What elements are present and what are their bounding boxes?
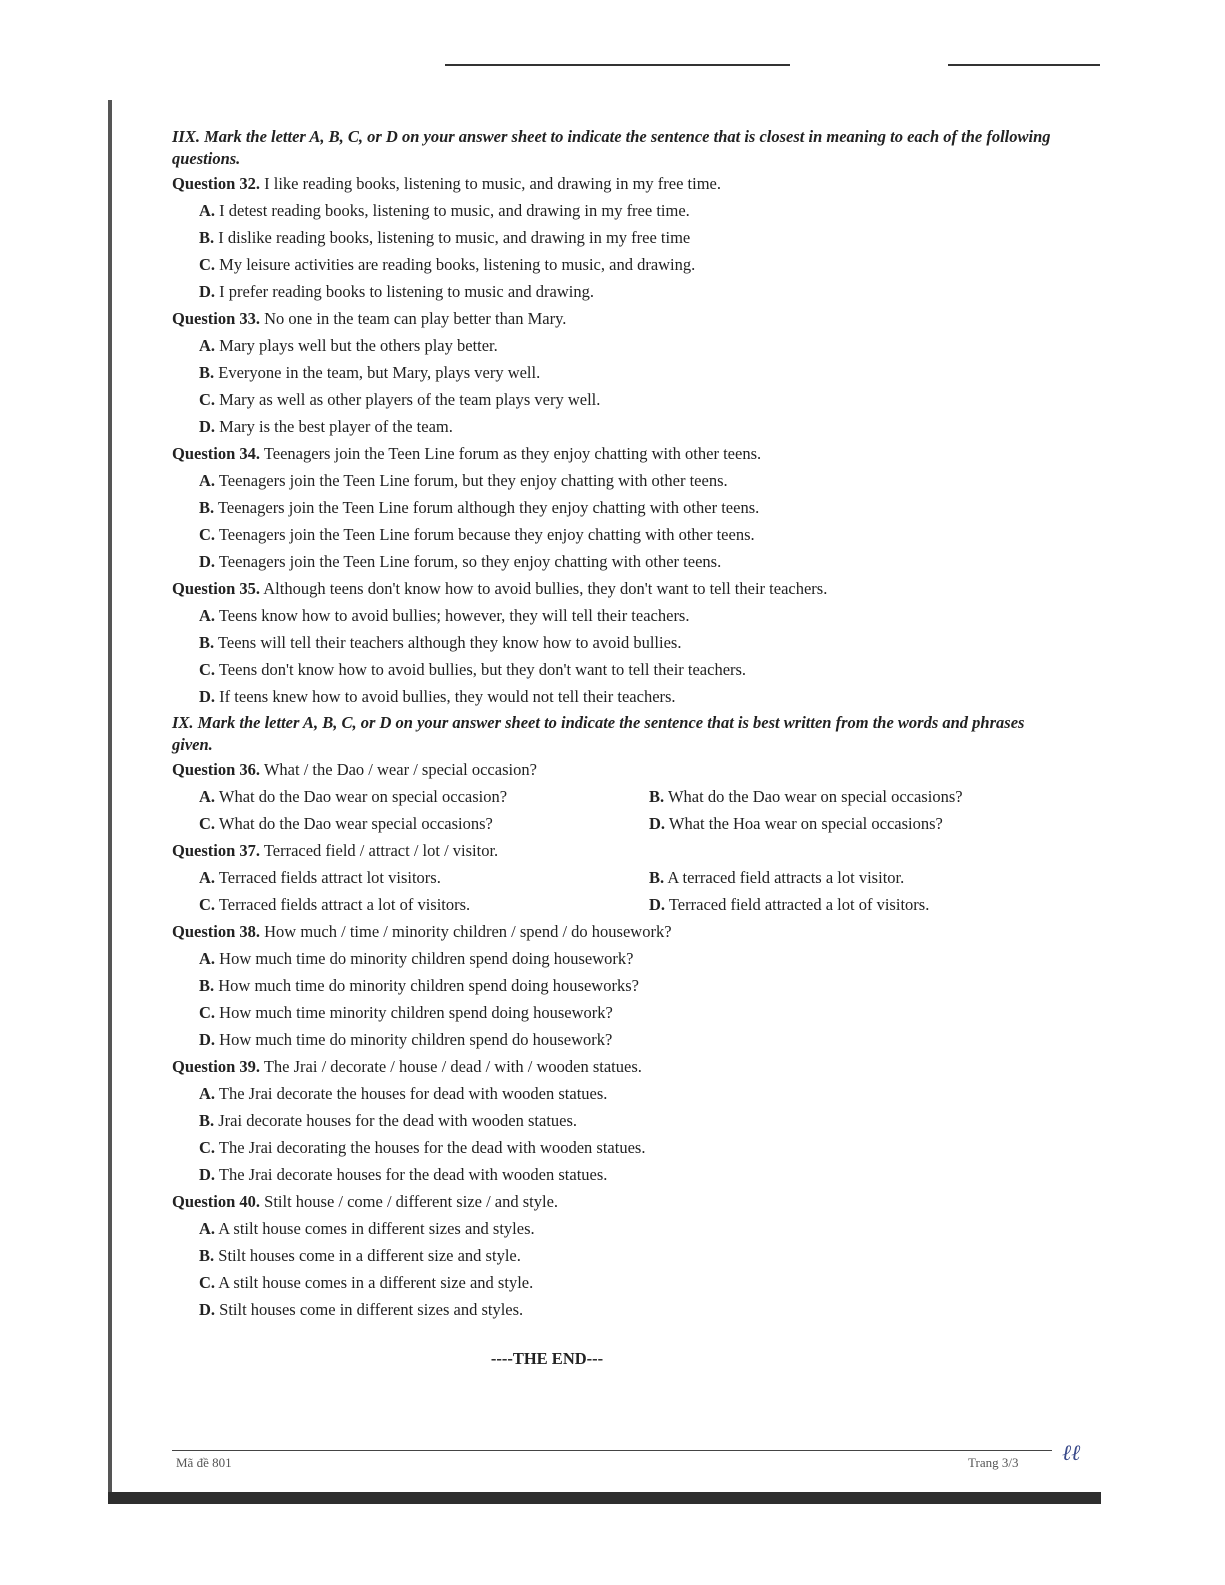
- option-text: What do the Dao wear on special occasion?: [218, 787, 508, 806]
- section-8-title: IIX. Mark the letter A, B, C, or D on your answer sheet to indicate the sentence that is closest in meaning to each of the following questions.: [172, 127, 1051, 168]
- option-letter: B.: [199, 1111, 215, 1130]
- q40-option-b: [172, 1242, 1062, 1269]
- option-letter: C.: [199, 1003, 216, 1022]
- q37-option-c: [199, 891, 649, 918]
- option-letter: B.: [199, 976, 215, 995]
- option-text: Teens will tell their teachers although they know how to avoid bullies.: [217, 633, 682, 652]
- section-8-questions: [172, 170, 1062, 710]
- question-37-text: Terraced field / attract / lot / visitor.: [263, 841, 499, 860]
- q38-option-b: [172, 972, 1062, 999]
- q32-option-d: [172, 278, 1062, 305]
- q39-option-d: [172, 1161, 1062, 1188]
- option-text: Mary as well as other players of the team plays very well.: [219, 390, 601, 409]
- q37-option-a: [199, 864, 649, 891]
- option-letter: C.: [199, 1273, 216, 1292]
- exam-code: Mã đề 801: [176, 1455, 232, 1470]
- option-text: The Jrai decorate the houses for dead with wooden statues.: [218, 1084, 608, 1103]
- q35-option-a: [172, 602, 1062, 629]
- question-38-label: Question 38.: [172, 922, 261, 941]
- question-40: [172, 1188, 1062, 1323]
- question-36-text: What / the Dao / wear / special occasion?: [263, 760, 537, 779]
- question-39-label: Question 39.: [172, 1057, 261, 1076]
- option-letter: A.: [199, 471, 216, 490]
- option-letter: C.: [199, 525, 216, 544]
- option-letter: C.: [199, 390, 216, 409]
- q39-option-b: [172, 1107, 1062, 1134]
- option-text: How much time minority children spend doing housework?: [219, 1003, 613, 1022]
- q36-option-c: [199, 810, 649, 837]
- option-text: Terraced field attracted a lot of visitors.: [668, 895, 930, 914]
- option-text: Terraced fields attract lot visitors.: [218, 868, 441, 887]
- handwritten-initial: ℓℓ: [1062, 1440, 1081, 1465]
- option-letter: A.: [199, 1219, 216, 1238]
- option-text: Mary is the best player of the team.: [219, 417, 453, 436]
- q33-option-d: [172, 413, 1062, 440]
- question-39: [172, 1053, 1062, 1188]
- question-33-label: Question 33.: [172, 309, 261, 328]
- option-letter: D.: [649, 895, 666, 914]
- option-text: How much time do minority children spend doing houseworks?: [218, 976, 639, 995]
- q39-option-a: [172, 1080, 1062, 1107]
- option-text: Everyone in the team, but Mary, plays very well.: [218, 363, 541, 382]
- scan-bottom-band: [108, 1492, 1101, 1504]
- option-letter: D.: [199, 1300, 216, 1319]
- q37-option-d: [649, 891, 1069, 918]
- option-letter: B.: [199, 498, 215, 517]
- question-33-text: No one in the team can play better than Mary.: [264, 309, 567, 328]
- option-letter: D.: [199, 687, 216, 706]
- option-letter: B.: [199, 1246, 215, 1265]
- question-34-label: Question 34.: [172, 444, 261, 463]
- option-text: Terraced fields attract a lot of visitors.: [218, 895, 471, 914]
- q35-option-b: [172, 629, 1062, 656]
- option-text: I detest reading books, listening to music, and drawing in my free time.: [219, 201, 690, 220]
- option-text: Stilt houses come in a different size and style.: [218, 1246, 521, 1265]
- option-text: A stilt house comes in different sizes and styles.: [218, 1219, 535, 1238]
- q40-option-c: [172, 1269, 1062, 1296]
- q39-option-c: [172, 1134, 1062, 1161]
- option-text: Jrai decorate houses for the dead with wooden statues.: [218, 1111, 578, 1130]
- q32-option-a: [172, 197, 1062, 224]
- question-32-text: I like reading books, listening to music, and drawing in my free time.: [264, 174, 722, 193]
- scan-left-edge: [108, 100, 112, 1500]
- option-letter: B.: [199, 633, 215, 652]
- question-36: [172, 756, 1062, 837]
- option-text: The Jrai decorate houses for the dead with wooden statues.: [218, 1165, 608, 1184]
- option-text: Teenagers join the Teen Line forum because they enjoy chatting with other teens.: [218, 525, 755, 544]
- question-40-label: Question 40.: [172, 1192, 261, 1211]
- q34-option-d: [172, 548, 1062, 575]
- q35-option-d: [172, 683, 1062, 710]
- option-text: How much time do minority children spend do housework?: [219, 1030, 613, 1049]
- option-text: How much time do minority children spend doing housework?: [219, 949, 634, 968]
- option-text: A stilt house comes in a different size and style.: [218, 1273, 534, 1292]
- q38-option-d: [172, 1026, 1062, 1053]
- option-text: I prefer reading books to listening to music and drawing.: [219, 282, 594, 301]
- option-letter: C.: [199, 814, 216, 833]
- question-32: [172, 170, 1062, 305]
- q40-option-d: [172, 1296, 1062, 1323]
- page-number: Trang 3/3: [968, 1455, 1019, 1470]
- option-letter: A.: [199, 606, 216, 625]
- q36-option-b: [649, 783, 1069, 810]
- q33-option-a: [172, 332, 1062, 359]
- option-letter: D.: [199, 552, 216, 571]
- option-text: Stilt houses come in different sizes and styles.: [219, 1300, 524, 1319]
- option-text: If teens knew how to avoid bullies, they would not tell their teachers.: [219, 687, 676, 706]
- option-text: Teens don't know how to avoid bullies, but they don't want to tell their teachers.: [218, 660, 747, 679]
- option-text: Teenagers join the Teen Line forum, so they enjoy chatting with other teens.: [218, 552, 722, 571]
- option-letter: D.: [199, 417, 216, 436]
- option-text: Teenagers join the Teen Line forum although they enjoy chatting with other teens.: [217, 498, 760, 517]
- option-text: Teenagers join the Teen Line forum, but they enjoy chatting with other teens.: [218, 471, 728, 490]
- q40-option-a: [172, 1215, 1062, 1242]
- option-text: What do the Dao wear on special occasions?: [667, 787, 963, 806]
- section-9-title: IX. Mark the letter A, B, C, or D on your answer sheet to indicate the sentence that is best written from the words and phrases given.: [172, 713, 1025, 754]
- q32-option-c: [172, 251, 1062, 278]
- option-text: The Jrai decorating the houses for the dead with wooden statues.: [218, 1138, 646, 1157]
- option-letter: A.: [199, 868, 216, 887]
- option-letter: B.: [199, 363, 215, 382]
- option-text: What the Hoa wear on special occasions?: [668, 814, 943, 833]
- question-38: [172, 918, 1062, 1053]
- option-text: My leisure activities are reading books, listening to music, and drawing.: [219, 255, 696, 274]
- q38-option-c: [172, 999, 1062, 1026]
- question-34: [172, 440, 1062, 575]
- option-letter: D.: [199, 1165, 216, 1184]
- question-35-label: Question 35.: [172, 579, 261, 598]
- q37-option-b: [649, 864, 1069, 891]
- option-letter: A.: [199, 949, 216, 968]
- q36-option-d: [649, 810, 1069, 837]
- option-letter: A.: [199, 1084, 216, 1103]
- option-letter: B.: [649, 787, 665, 806]
- footer-divider: [172, 1450, 1052, 1451]
- option-text: What do the Dao wear special occasions?: [218, 814, 493, 833]
- question-37: [172, 837, 1062, 918]
- exam-page-content: [172, 126, 1062, 1369]
- question-33: [172, 305, 1062, 440]
- option-letter: D.: [649, 814, 666, 833]
- q34-option-b: [172, 494, 1062, 521]
- question-32-label: Question 32.: [172, 174, 261, 193]
- option-letter: C.: [199, 660, 216, 679]
- option-text: Mary plays well but the others play better.: [219, 336, 498, 355]
- option-letter: B.: [649, 868, 665, 887]
- option-letter: D.: [199, 1030, 216, 1049]
- question-40-text: Stilt house / come / different size / and style.: [264, 1192, 559, 1211]
- option-letter: C.: [199, 895, 216, 914]
- question-37-label: Question 37.: [172, 841, 261, 860]
- q33-option-c: [172, 386, 1062, 413]
- scan-top-line-1: [445, 64, 790, 66]
- q35-option-c: [172, 656, 1062, 683]
- scan-top-line-2: [948, 64, 1100, 66]
- option-letter: B.: [199, 228, 215, 247]
- option-text: A terraced field attracts a lot visitor.: [667, 868, 905, 887]
- q33-option-b: [172, 359, 1062, 386]
- q34-option-a: [172, 467, 1062, 494]
- option-text: I dislike reading books, listening to music, and drawing in my free time: [218, 228, 691, 247]
- the-end-marker: ----THE END---: [490, 1349, 604, 1368]
- q34-option-c: [172, 521, 1062, 548]
- question-38-text: How much / time / minority children / spend / do housework?: [264, 922, 672, 941]
- option-letter: A.: [199, 336, 216, 355]
- option-letter: D.: [199, 282, 216, 301]
- q38-option-a: [172, 945, 1062, 972]
- question-36-label: Question 36.: [172, 760, 261, 779]
- question-34-text: Teenagers join the Teen Line forum as they enjoy chatting with other teens.: [263, 444, 762, 463]
- option-letter: A.: [199, 787, 216, 806]
- question-39-text: The Jrai / decorate / house / dead / with / wooden statues.: [263, 1057, 642, 1076]
- option-letter: A.: [199, 201, 216, 220]
- q32-option-b: [172, 224, 1062, 251]
- option-letter: C.: [199, 255, 216, 274]
- q36-option-a: [199, 783, 649, 810]
- option-text: Teens know how to avoid bullies; however, they will tell their teachers.: [218, 606, 690, 625]
- question-35-text: Although teens don't know how to avoid bullies, they don't want to tell their teachers.: [263, 579, 828, 598]
- question-35: [172, 575, 1062, 710]
- option-letter: C.: [199, 1138, 216, 1157]
- section-9-questions: [172, 918, 1062, 1323]
